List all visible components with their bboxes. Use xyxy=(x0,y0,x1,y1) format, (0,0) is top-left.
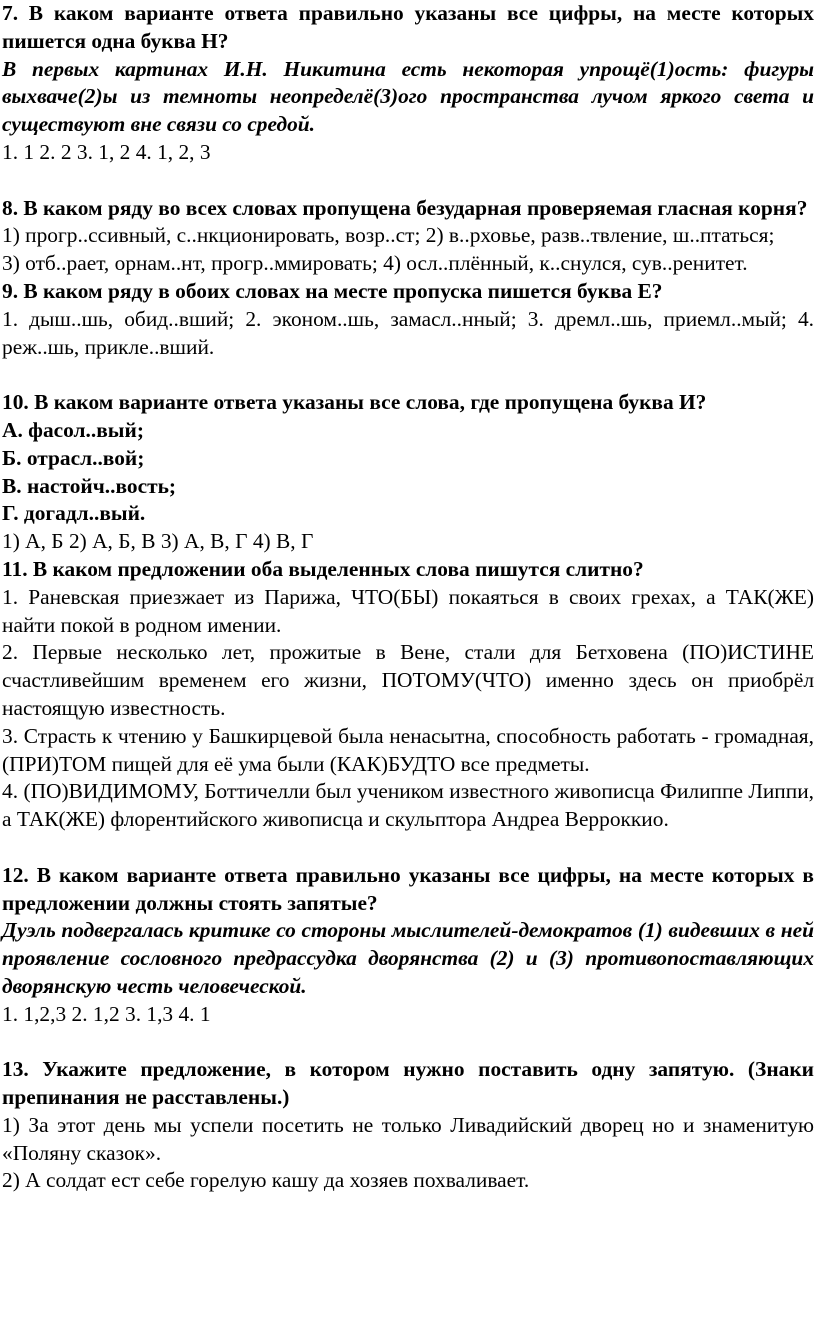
question-10-word-b: Б. отрасл..вой; xyxy=(2,445,145,470)
question-9: 9. В каком ряду в обоих словах на месте пропуска пишется буква Е? xyxy=(2,278,663,303)
question-8-line-1: 1) прогр..ссивный, с..нкционировать, возр..ст; 2) в..рховье, разв..твление, ш..птаться; xyxy=(2,223,775,248)
question-10: 10. В каком варианте ответа указаны все слова, где пропущена буква И? xyxy=(2,390,707,415)
spacer xyxy=(2,834,814,862)
question-13-item-1: 1) За этот день мы успели посетить не только Ливадийский дворец но и знаменитую «Поляну сказок». xyxy=(2,1112,814,1165)
question-10-word-d: Г. догадл..вый. xyxy=(2,501,146,526)
question-8: 8. В каком ряду во всех словах пропущена безударная проверяемая гласная корня? xyxy=(2,195,808,220)
question-9-options: 1. дыш..шь, обид..вший; 2. эконом..шь, замасл..нный; 3. дремл..шь, приемл..мый; 4. реж..шь, прикле..вший. xyxy=(2,306,814,359)
question-11: 11. В каком предложении оба выделенных слова пишутся слитно? xyxy=(2,556,644,581)
question-12: 12. В каком варианте ответа правильно указаны все цифры, на месте которых в предложении должны стоять запятые? xyxy=(2,862,814,915)
question-13-item-2: 2) А солдат ест себе горелую кашу да хозяев похваливает. xyxy=(2,1168,530,1193)
spacer xyxy=(2,167,814,195)
question-8-line-2: 3) отб..рает, орнам..нт, прогр..ммировать; 4) осл..плённый, к..снулся, сув..ренитет. xyxy=(2,251,748,276)
question-11-item-4: 4. (ПО)ВИДИМОМУ, Боттичелли был учеником известного живописца Филиппе Липпи, а ТАК(ЖЕ) флорентийского живописца и скульптора Андреа Верроккио. xyxy=(2,779,814,832)
question-11-item-3: 3. Страсть к чтению у Башкирцевой была ненасытна, способность работать - громадная, (ПРИ)ТОМ пищей для её ума были (КАК)БУДТО все предметы. xyxy=(2,723,814,776)
question-7-text: В первых картинах И.Н. Никитина есть некоторая упрощё(1)ость: фигуры выхваче(2)ы из темноты неопределё(3)ого пространства лучом яркого света и существуют вне связи со средой. xyxy=(2,56,814,137)
question-7-options: 1. 1 2. 2 3. 1, 2 4. 1, 2, 3 xyxy=(2,139,211,164)
spacer xyxy=(2,1028,814,1056)
question-7: 7. В каком варианте ответа правильно указаны все цифры, на месте которых пишется одна буква Н? xyxy=(2,1,814,53)
question-11-item-1: 1. Раневская приезжает из Парижа, ЧТО(БЫ) покаяться в своих грехах, а ТАК(ЖЕ) найти покой в родном имении. xyxy=(2,584,814,637)
question-11-item-2: 2. Первые несколько лет, прожитые в Вене, стали для Бетховена (ПО)ИСТИНЕ счастливейшим временем его жизни, ПОТОМУ(ЧТО) именно здесь он приобрёл настоящую известность. xyxy=(2,640,814,720)
question-10-word-a: А. фасол..вый; xyxy=(2,417,144,442)
question-12-text: Дуэль подвергалась критике со стороны мыслителей-демократов (1) видевших в ней проявление сословного предрассудка дворянства (2) и (3) противопоставляющих дворянскую честь человеческой. xyxy=(2,918,814,998)
question-12-options: 1. 1,2,3 2. 1,2 3. 1,3 4. 1 xyxy=(2,1001,211,1026)
spacer xyxy=(2,361,814,389)
question-10-word-c: В. настойч..вость; xyxy=(2,473,177,498)
question-13: 13. Укажите предложение, в котором нужно поставить одну запятую. (Знаки препинания не расставлены.) xyxy=(2,1057,814,1110)
question-10-options: 1) А, Б 2) А, Б, В 3) А, В, Г 4) В, Г xyxy=(2,529,314,554)
